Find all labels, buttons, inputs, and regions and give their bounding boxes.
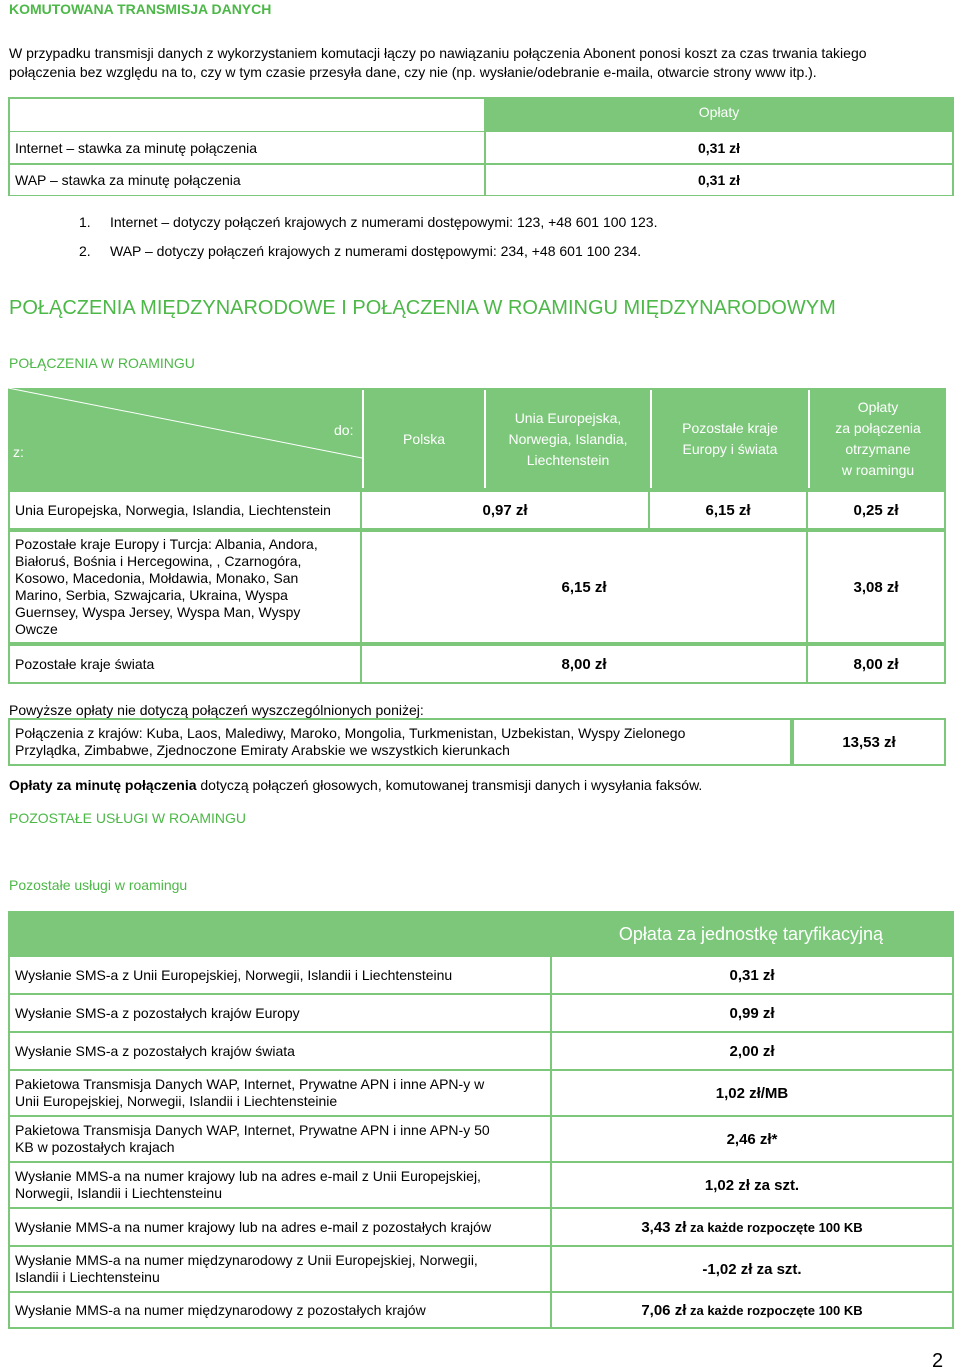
services-row-label-line: Unii Europejskiej, Norwegii, Islandii i Liechtensteinie [15,1093,338,1109]
table1-row-wap-value [486,165,952,195]
table1-row-wap-price: 0,31 zł [697,172,741,188]
services-row-label-line: Wysłanie MMS-a na numer międzynarodowy z pozostałych krajów [15,1301,426,1318]
services-row-value [552,1293,952,1327]
table1-row-internet-label [10,132,484,163]
roaming-row-europe-v2-text: 3,08 zł [853,578,899,596]
services-row-label [10,1247,550,1291]
roaming-row-europe-label-line: Kosowo, Macedonia, Mołdawia, Monako, San [15,570,299,586]
roaming-row-europe-label-line: Owcze [15,621,58,637]
services-row-label [10,1071,550,1115]
roaming-row-world-v1-text: 8,00 zł [561,655,607,673]
services-row-price: -1,02 zł za szt. [702,1260,802,1278]
footnote-calls [9,775,702,795]
corner-label-from: z: [13,444,24,460]
roaming-row-europe-v1 [362,532,806,642]
roaming-row-eu-v1-text: 0,97 zł [482,501,528,519]
roaming-row-world-v2-text: 8,00 zł [853,655,899,673]
roaming-row-europe-v1-text: 6,15 zł [561,578,607,596]
services-row-price: 2,00 zł [729,1042,775,1060]
note-2-text: WAP – dotyczy połączeń krajowych z numerami dostępowymi: 234, +48 601 100 234. [110,243,642,259]
exception-value-text: 13,53 zł [842,733,896,751]
page-number: 2 [932,1350,944,1370]
services-row-value [552,1117,952,1161]
roaming-header-eu-line: Unia Europejska, [514,409,622,426]
exception-label [10,720,790,764]
roaming-row-europe-label-line: Marino, Serbia, Szwajcaria, Ukraina, Wyspa [15,587,288,603]
roaming-corner-cell [8,388,362,490]
services-row-label-line: KB w pozostałych krajach [15,1139,175,1155]
roaming-header-other-line: Europy i świata [682,441,778,457]
corner-label-to: do: [334,422,354,438]
roaming-header-other-line: Pozostałe kraje [682,420,778,436]
services-header-blank [10,913,550,955]
roaming-header-poland-text: Polska [402,430,446,447]
note-1-number: 1. [79,214,91,230]
roaming-row-world-v2 [808,646,944,682]
services-row-value [552,1247,952,1291]
services-row-value [552,957,952,993]
services-row-label [10,1209,550,1245]
roaming-header-received-line: za połączenia [835,420,921,436]
roaming-row-eu-label-text: Unia Europejska, Norwegia, Islandia, Liechtenstein [15,501,331,518]
table1-row-internet-text: Internet – stawka za minutę połączenia [15,139,258,156]
roaming-row-world-label-text: Pozostałe kraje świata [15,655,155,672]
services-row-value [552,1163,952,1207]
roaming-header-received [810,390,946,488]
footnote-bold: Opłaty za minutę połączenia [9,777,197,793]
services-row-label-line: Pakietowa Transmisja Danych WAP, Internet, Prywatne APN i inne APN-y w [15,1076,485,1092]
roaming-header-eu-line: Liechtenstein [526,451,610,468]
roaming-row-eu-v1 [362,492,648,528]
services-row-label-line: Islandii i Liechtensteinu [15,1269,160,1285]
roaming-row-eu-label [10,492,360,528]
services-row-price-suffix: za każde rozpoczęte 100 KB [686,1302,863,1318]
section-subtitle-roaming-calls: POŁĄCZENIA W ROAMINGU [9,355,195,371]
roaming-row-eu-v3 [808,492,944,528]
intro-line-1: W przypadku transmisji danych z wykorzystaniem komutacji łączy po nawiązaniu połączenia Abonent ponosi koszt za czas trwania takiego [9,45,867,61]
note-2-number: 2. [79,243,91,259]
services-row-price: 2,46 zł* [726,1130,778,1148]
intro-line-2: połączenia bez względu na to, czy w tym czasie przesyła dane, czy nie (np. wysłanie/odebranie e-maila, otwarcie strony www itp.). [9,64,817,80]
note-1-text: Internet – dotyczy połączeń krajowych z numerami dostępowymi: 123, +48 601 100 123. [110,214,658,230]
roaming-row-eu-v2 [650,492,806,528]
roaming-row-world-label [10,646,360,682]
exception-value [794,720,944,764]
corner-diagonal-line [8,388,362,490]
services-row-label [10,1033,550,1069]
services-row-label-line: Wysłanie MMS-a na numer międzynarodowy z Unii Europejskiej, Norwegii, [15,1252,478,1268]
services-header-fee-text: Opłata za jednostkę taryfikacyjną [618,923,884,944]
services-row-label-line: Wysłanie MMS-a na numer krajowy lub na adres e-mail z Unii Europejskiej, [15,1168,481,1184]
services-row-value [552,1071,952,1115]
roaming-header-eu [486,390,650,488]
table1-row-wap-label [10,165,484,195]
services-row-price: 3,43 zł [641,1218,687,1236]
exception-label-line: Połączenia z krajów: Kuba, Laos, Malediwy, Maroko, Mongolia, Turkmenistan, Uzbekistan, Wyspy Zielonego [15,725,686,741]
footnote-rest: dotyczą połączeń głosowych, komutowanej transmisji danych i wysyłania faksów. [196,777,703,793]
table1-blank-header [10,99,484,131]
roaming-header-received-line: w roamingu [841,462,915,478]
roaming-header-other [652,390,808,488]
services-row-label-line: Wysłanie MMS-a na numer krajowy lub na adres e-mail z pozostałych krajów [15,1218,492,1235]
roaming-header-received-line: Opłaty [857,399,899,415]
services-row-price: 0,99 zł [729,1004,775,1022]
services-row-price: 1,02 zł za szt. [704,1176,800,1194]
roaming-header-poland [364,390,484,488]
section-title-other-services: POZOSTAŁE USŁUGI W ROAMINGU [9,810,246,826]
roaming-header-received-line: otrzymane [845,441,911,457]
roaming-header-eu-line: Norwegia, Islandia, [508,430,628,447]
services-row-price: 0,31 zł [729,966,775,984]
roaming-row-eu-v2-text: 6,15 zł [705,501,751,519]
roaming-row-eu-v3-text: 0,25 zł [853,501,899,519]
exception-label-line: Przylądka, Zimbabwe, Zjednoczone Emiraty Arabskie we wszystkich kierunkach [15,742,510,758]
roaming-row-europe-label-line: Guernsey, Wyspa Jersey, Wyspa Man, Wyspy [15,604,301,620]
services-row-label [10,1163,550,1207]
services-row-price-suffix: za każde rozpoczęte 100 KB [686,1219,863,1235]
services-row-label [10,995,550,1031]
roaming-row-world-v1 [362,646,806,682]
section-subtitle-other-services: Pozostałe usługi w roamingu [9,877,188,893]
services-row-label-line: Wysłanie SMS-a z Unii Europejskiej, Norwegii, Islandii i Liechtensteinu [15,966,453,983]
table1-row-wap-text: WAP – stawka za minutę połączenia [15,172,241,188]
section-title-data-transmission: KOMUTOWANA TRANSMISJA DANYCH [9,1,272,17]
services-header-fee [550,913,952,955]
services-row-price: 1,02 zł/MB [715,1084,789,1102]
table1-row-internet-price: 0,31 zł [697,139,741,156]
services-row-label-line: Norwegii, Islandii i Liechtensteinu [15,1185,222,1201]
services-row-price: 7,06 zł [641,1301,687,1319]
roaming-row-europe-label [10,532,360,642]
services-row-value [552,995,952,1031]
roaming-row-europe-label-line: Białoruś, Bośnia i Hercegowina, , Czarnogóra, [15,553,302,569]
services-row-label-line: Wysłanie SMS-a z pozostałych krajów Europy [15,1004,300,1021]
services-row-value [552,1209,952,1245]
roaming-row-europe-v2 [808,532,944,642]
services-row-label [10,1293,550,1327]
services-row-label [10,957,550,993]
exception-note: Powyższe opłaty nie dotyczą połączeń wyszczególnionych poniżej: [9,702,424,718]
roaming-row-europe-label-line: Pozostałe kraje Europy i Turcja: Albania, Andora, [15,536,318,552]
section-title-international: POŁĄCZENIA MIĘDZYNARODOWE I POŁĄCZENIA W ROAMINGU MIĘDZYNARODOWYM [9,297,836,319]
services-row-label-line: Pakietowa Transmisja Danych WAP, Internet, Prywatne APN i inne APN-y 50 [15,1122,490,1138]
services-row-label-line: Wysłanie SMS-a z pozostałych krajów świata [15,1042,295,1059]
table1-header-fees: Opłaty [698,104,740,120]
services-row-label [10,1117,550,1161]
table1-row-internet-value [486,132,952,163]
services-row-value [552,1033,952,1069]
